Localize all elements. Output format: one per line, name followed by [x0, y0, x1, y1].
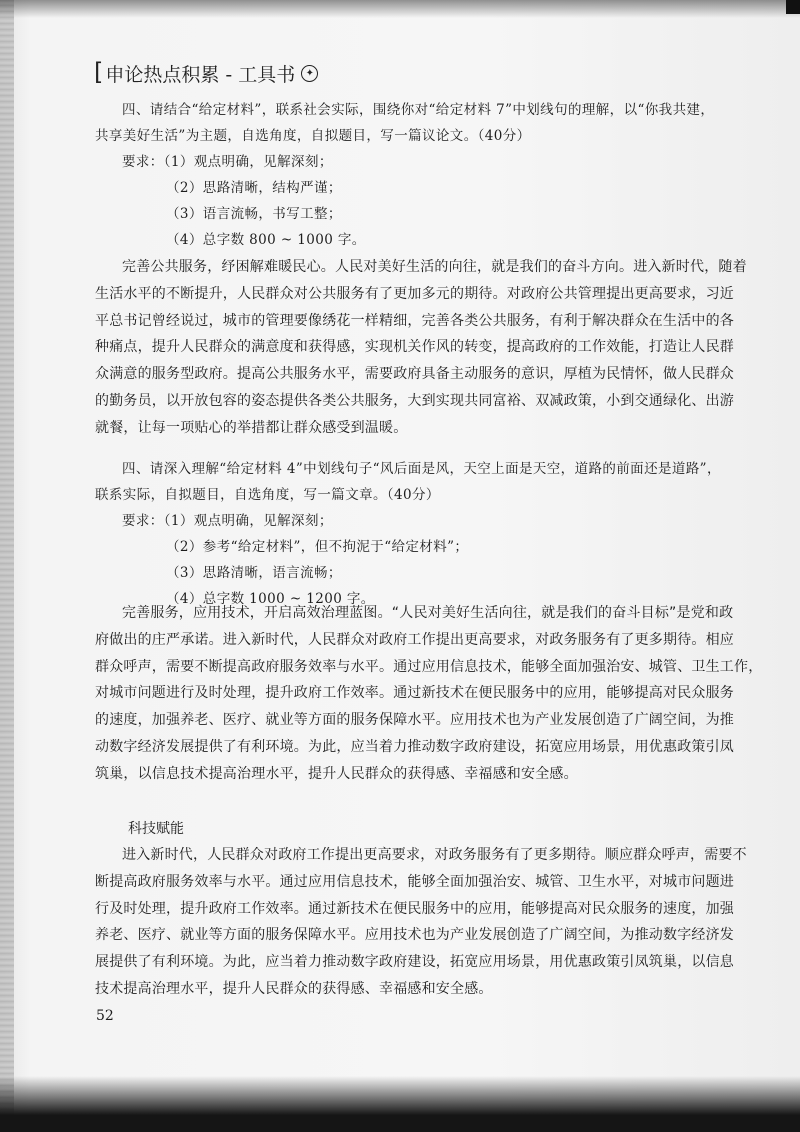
answer-1-line: 的勤务员，以开放包容的姿态提供各类公共服务，大到实现共同富裕、双减政策，小到交通绿化、出游 [95, 392, 734, 409]
answer-2-line: 的速度，加强养老、医疗、就业等方面的服务保障水平。应用技术也为产业发展创造了广阔空间，为推 [95, 712, 734, 729]
answer-2 [95, 600, 763, 788]
header-bracket-icon: [ [94, 58, 104, 86]
header-title: 申论热点积累 - 工具书 [105, 63, 296, 86]
answer-1-line: 平总书记曾经说过，城市的管理要像绣花一样精细，完善各类公共服务，有利于解决群众在生活中的各 [95, 312, 734, 329]
section-line: 行及时处理，提升政府工作效率。通过新技术在便民服务中的应用，能够提高对民众服务的速度，加强 [95, 900, 734, 917]
question-1-prompt-line: 四、请结合“给定材料”，联系社会实际，围绕你对“给定材料 7”中划线句的理解，以“你我共建， [122, 102, 715, 118]
running-header [94, 60, 318, 86]
answer-1-line: 完善公共服务，纾困解难暖民心。人民对美好生活的向往，就是我们的奋斗方向。进入新时代，随着 [122, 259, 747, 275]
answer-2-line: 群众呼声，需要不断提高政府服务效率与水平。通过应用信息技术，能够全面加强治安、城管、卫生工作， [95, 658, 763, 675]
answer-1-line: 就餐，让每一项贴心的举措都让群众感受到温暖。 [95, 419, 408, 436]
answer-2-line: 筑巢，以信息技术提高治理水平，提升人民群众的获得感、幸福感和安全感。 [95, 765, 578, 782]
question-1-requirement: （3）语言流畅，书写工整； [166, 206, 342, 222]
book-logo-icon: ✦ [301, 65, 318, 82]
book-binding-shadow [0, 0, 14, 1132]
question-2-requirement: （2）参考“给定材料”，但不拘泥于“给定材料”； [166, 539, 469, 555]
section-title: 科技赋能 [128, 821, 184, 837]
section-line: 进入新时代，人民群众对政府工作提出更高要求，对政务服务有了更多期待。顺应群众呼声，需要不 [122, 847, 747, 863]
question-1-requirement: 要求：（1）观点明确，见解深刻； [122, 154, 333, 170]
corner-mark [786, 0, 800, 14]
question-2-prompt-line: 联系实际，自拟题目，自选角度，写一篇文章。（40分） [95, 487, 440, 503]
bottom-scan-shadow [0, 1076, 800, 1132]
section-body [95, 842, 747, 1003]
question-1-requirement: （2）思路清晰，结构严谨； [166, 180, 342, 196]
section-line: 展提供了有利环境。为此，应当着力推动数字政府建设，拓宽应用场景，用优惠政策引凤筑巢，以信息 [95, 954, 734, 971]
question-2-requirement: 要求：（1）观点明确，见解深刻； [122, 513, 333, 529]
answer-1-line: 众满意的服务型政府。提高公共服务水平，需要政府具备主动服务的意识，厚植为民情怀，做人民群众 [95, 366, 734, 383]
question-1-requirement: （4）总字数 800 ~ 1000 字。 [166, 232, 366, 248]
question-1-prompt-line: 共享美好生活”为主题，自选角度，自拟题目，写一篇议论文。（40分） [95, 128, 531, 144]
answer-1-line: 生活水平的不断提升，人民群众对公共服务有了更加多元的期待。对政府公共管理提出更高要求，习近 [95, 285, 734, 302]
answer-2-line: 动数字经济发展提供了有利环境。为此，应当着力推动数字政府建设，拓宽应用场景，用优惠政策引凤 [95, 738, 734, 755]
page-number: 52 [96, 1008, 114, 1024]
top-edge-shadow [0, 0, 800, 18]
answer-2-line: 府做出的庄严承诺。进入新时代，人民群众对政府工作提出更高要求，对政务服务有了更多期待。相应 [95, 631, 734, 648]
answer-1 [95, 254, 747, 442]
answer-2-line: 对城市问题进行及时处理，提升政府工作效率。通过新技术在便民服务中的应用，能够提高对民众服务 [95, 685, 734, 702]
question-2-requirement: （4）总字数 1000 ~ 1200 字。 [166, 591, 375, 607]
answer-2-line: 完善服务，应用技术，开启高效治理蓝图。“人民对美好生活向往，就是我们的奋斗目标”是党和政 [122, 605, 734, 621]
question-2-prompt-line: 四、请深入理解“给定材料 4”中划线句子“风后面是风，天空上面是天空，道路的前面还是道路”， [122, 461, 721, 477]
question-2 [95, 456, 720, 612]
section-line: 技术提高治理水平，提升人民群众的获得感、幸福感和安全感。 [95, 980, 493, 997]
question-2-requirement: （3）思路清晰，语言流畅； [166, 565, 342, 581]
question-1 [95, 97, 720, 253]
answer-1-line: 种痛点，提升人民群众的满意度和获得感，实现机关作风的转变，提高政府的工作效能，打造让人民群 [95, 339, 734, 356]
section-line: 断提高政府服务效率与水平。通过应用信息技术，能够全面加强治安、城管、卫生水平，对城市问题进 [95, 873, 734, 890]
section-line: 养老、医疗、就业等方面的服务保障水平。应用技术也为产业发展创造了广阔空间，为推动数字经济发 [95, 927, 734, 944]
